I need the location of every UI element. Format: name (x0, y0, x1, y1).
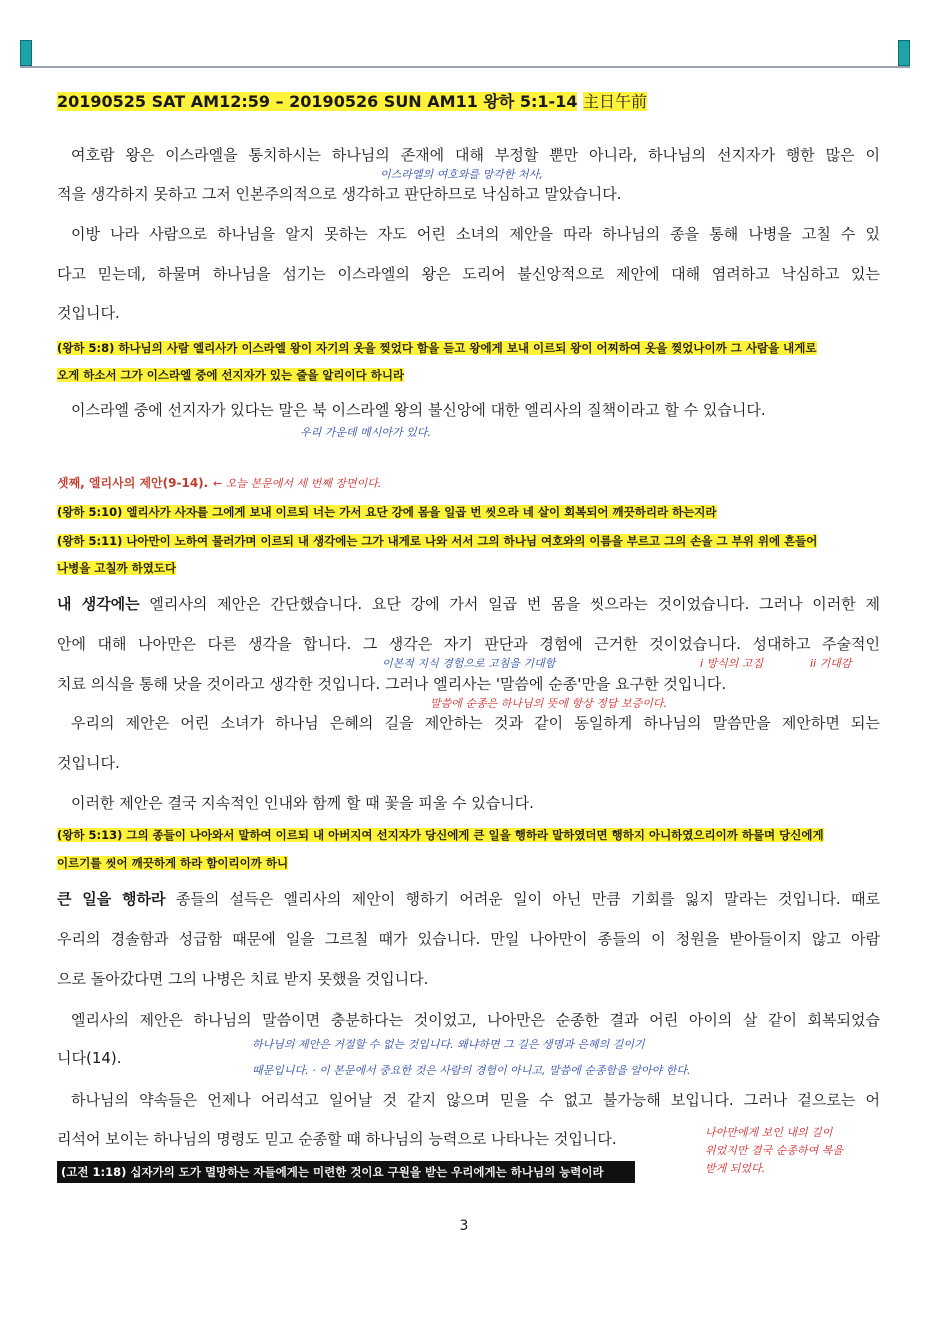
handnote-7: 말씀에 순종은 하나님의 뜻에 항상 정답 보증이다. (430, 697, 667, 710)
p7-line2: 우리의 경솔함과 성급함 때문에 일을 그르칠 때가 있습니다. 만일 나아만이 종들의 이 청원을 받아들이지 않고 아람 (57, 930, 880, 948)
handnote-1: 이스라엘의 여호와를 망각한 처사, (380, 168, 543, 181)
handnote-9: 때문입니다. · 이 본문에서 중요한 것은 사람의 경험이 아니고, 말씀에 순종함을 알아야 한다. (252, 1064, 691, 1077)
handnote-6: ii 기대감 (810, 657, 852, 670)
verse-5-11-line1 (57, 532, 880, 550)
header-tab-right (898, 40, 910, 66)
handnote-11: 위었지만 결국 순종하여 복을 (705, 1144, 844, 1157)
p4-line1-text: 엘리사의 제안은 간단했습니다. 요단 강에 가서 일곱 번 몸을 씻으라는 것이었습니다. 그러나 이러한 제 (139, 595, 880, 613)
verse-5-10 (57, 503, 880, 521)
verse-5-8-text1: (왕하 5:8) 하나님의 사람 엘리사가 이스라엘 왕이 자기의 옷을 찢었다 함을 듣고 왕에게 보내 이르되 왕이 어찌하여 옷을 찢었나이까 그 사람을 내게로 (57, 341, 817, 355)
verse-5-8-text2: 오게 하소서 그가 이스라엘 중에 선지자가 있는 줄을 알리이다 하니라 (57, 368, 405, 382)
p5-line1: 우리의 제안은 어린 소녀가 하나님 은혜의 길을 제안하는 것과 같이 동일하게 하나님의 말씀만을 제안하면 되는 (71, 714, 880, 732)
section-3-heading: 셋째, 엘리사의 제안(9-14). (57, 476, 209, 490)
header-tab-left (20, 40, 32, 66)
page-header-bar (20, 40, 910, 68)
handnote-10: 나아만에게 보인 내의 길이 (705, 1126, 833, 1139)
p4-line3: 치료 의식을 통해 낫을 것이라고 생각한 것입니다. 그러나 엘리사는 '말씀에 순종'만을 요구한 것입니다. (57, 675, 727, 693)
p4-bold-lead: 내 생각에는 (57, 595, 140, 613)
verse-5-11-text1: (왕하 5:11) 나아만이 노하여 물러가며 이르되 내 생각에는 그가 내게로 나와 서서 그의 하나님 여호와의 이름을 부르고 그의 손을 그 부위 위에 흔들어 (57, 534, 818, 548)
heading-date-range: 20190525 SAT AM12:59 – 20190526 SUN AM11 왕하 5:1-14 (57, 92, 578, 111)
verse-5-13-line1 (57, 826, 880, 844)
p7-line1 (57, 889, 880, 909)
p5-line2: 것입니다. (57, 754, 120, 772)
p7-line1-text: 종들의 설득은 엘리사의 제안이 행하기 어려운 일이 아닌 만큼 기회를 잃지 말라는 것입니다. 때로 (165, 890, 880, 908)
p9-line2: 리석어 보이는 하나님의 명령도 믿고 순종할 때 하나님의 능력으로 나타나는 것입니다. (57, 1130, 617, 1148)
p2-line2: 다고 믿는데, 하물며 하나님을 섬기는 이스라엘의 왕은 도리어 불신앙적으로 제안에 대해 염려하고 낙심하고 있는 (57, 265, 880, 283)
sermon-heading (57, 92, 880, 112)
page-number: 3 (459, 1218, 469, 1234)
verse-5-11-line2 (57, 559, 880, 577)
verse-5-13-line2 (57, 854, 880, 872)
p9-line1: 하나님의 약속들은 언제나 어리석고 일어날 것 같지 않으며 믿을 수 없고 불가능해 보입니다. 그러나 겉으로는 어 (71, 1091, 880, 1109)
verse-1cor-1-18: (고전 1:18) 십자가의 도가 멸망하는 자들에게는 미련한 것이요 구원을 받는 우리에게는 하나님의 능력이라 (57, 1161, 635, 1183)
p6: 이러한 제안은 결국 지속적인 인내와 함께 할 때 꽃을 피울 수 있습니다. (71, 794, 534, 812)
handnote-4: 이본적 지식 경험으로 고침을 기대함 (382, 657, 556, 670)
p7-line3: 으로 돌아갔다면 그의 나병은 치료 받지 못했을 것입니다. (57, 970, 429, 988)
section-3-line (57, 472, 880, 494)
handnote-12: 받게 되었다. (705, 1162, 766, 1175)
p7-bold-lead: 큰 일을 행하라 (57, 890, 166, 908)
heading-service: 主日午前 (583, 92, 648, 111)
p8-line2: 니다(14). (57, 1049, 122, 1067)
handnote-3: ← 오늘 본문에서 세 번째 장면이다. (213, 477, 382, 490)
p3: 이스라엘 중에 선지자가 있다는 말은 북 이스라엘 왕의 불신앙에 대한 엘리사의 질책이라고 할 수 있습니다. (71, 401, 766, 419)
handnote-8: 하나님의 제안은 거절할 수 없는 것입니다. 왜냐하면 그 길은 생명과 은혜의 길이기 (252, 1038, 645, 1051)
handnote-2: 우리 가운데 메시아가 있다. (300, 426, 431, 439)
p4-line2: 안에 대해 나아만은 다른 생각을 합니다. 그 생각은 자기 판단과 경험에 근거한 것이었습니다. 성대하고 주술적인 (57, 635, 880, 653)
verse-5-11-text2: 나병을 고칠까 하였도다 (57, 561, 177, 575)
verse-5-13-text1: (왕하 5:13) 그의 종들이 나아와서 말하여 이르되 내 아버지여 선지자가 당신에게 큰 일을 행하라 말하였더면 행하지 아니하였으리이까 하물며 당신에게 (57, 828, 824, 842)
p8-line1: 엘리사의 제안은 하나님의 말씀이면 충분하다는 것이었고, 나아만은 순종한 결과 어린 아이의 살 같이 회복되었습 (71, 1011, 880, 1029)
p1-line2: 적을 생각하지 못하고 그저 인본주의적으로 생각하고 판단하므로 낙심하고 말았습니다. (57, 185, 622, 203)
p4-line1 (57, 594, 880, 614)
p2-line3: 것입니다. (57, 304, 120, 322)
handnote-5: i 방식의 고집 (700, 657, 764, 670)
verse-5-13-text2: 이르기를 씻어 깨끗하게 하라 함이리이까 하니 (57, 856, 289, 870)
verse-5-10-text: (왕하 5:10) 엘리사가 사자를 그에게 보내 이르되 너는 가서 요단 강에 몸을 일곱 번 씻으라 네 살이 회복되어 깨끗하리라 하는지라 (57, 505, 717, 519)
p2-line1: 이방 나라 사람으로 하나님을 알지 못하는 자도 어린 소녀의 제안을 따라 하나님의 종을 통해 나병을 고칠 수 있 (71, 225, 880, 243)
verse-5-8-line1 (57, 339, 880, 357)
p1-line1: 여호람 왕은 이스라엘을 통치하시는 하나님의 존재에 대해 부정할 뿐만 아니라, 하나님의 선지자가 행한 많은 이 (71, 146, 880, 164)
verse-5-8-line2 (57, 366, 880, 384)
